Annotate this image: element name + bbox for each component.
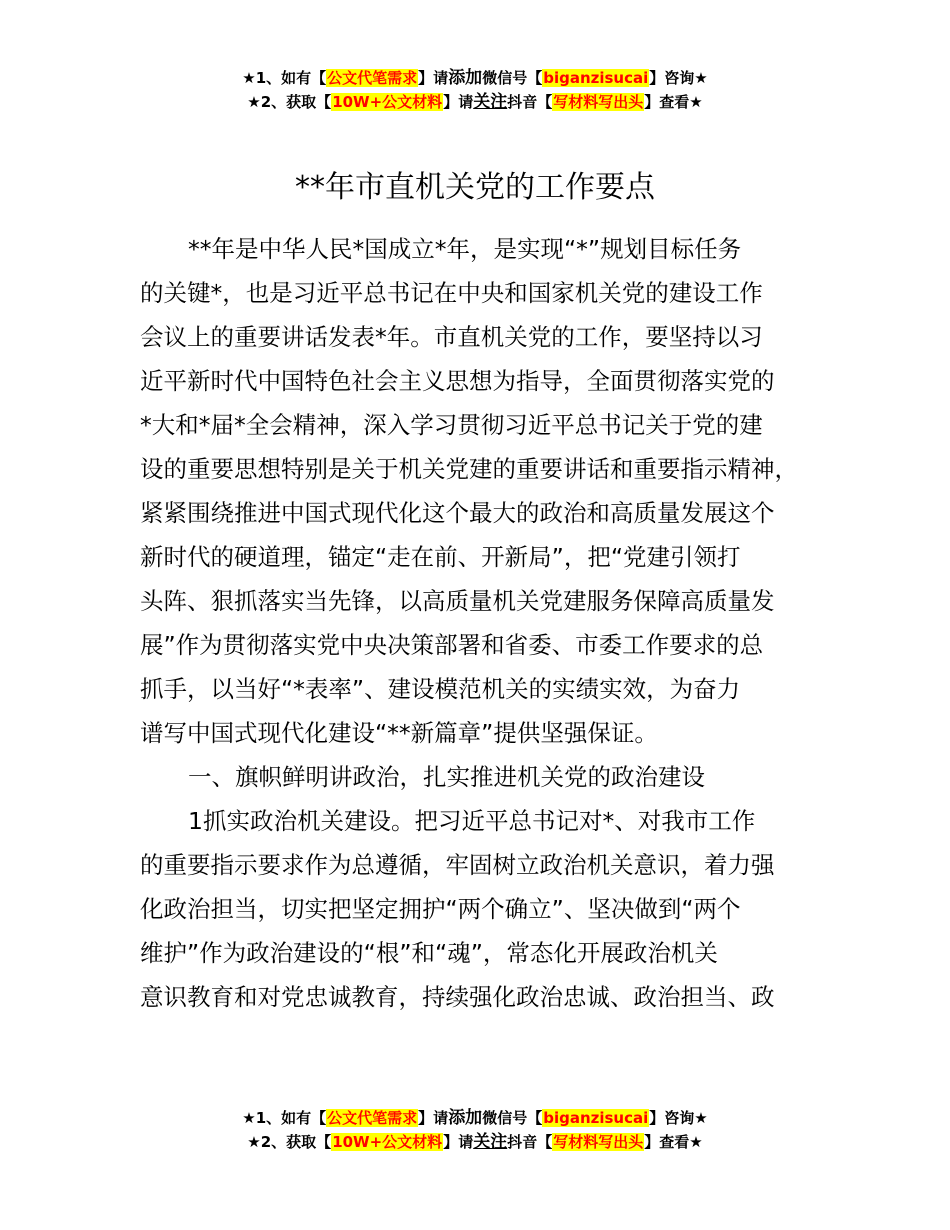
body-line: 谱写中国式现代化建设“**新篇章”提供坚强保证。 [140,719,658,747]
body-line: 化政治担当，切实把坚定拥护“两个确立”、坚决做到“两个 [140,895,741,923]
body-line: 近平新时代中国特色社会主义思想为指导，全面贯彻落实党的 [140,367,775,395]
body-line: 意识教育和对党忠诚教育，持续强化政治忠诚、政治担当、政 [140,983,775,1011]
body-line: 头阵、狠抓落实当先锋，以高质量机关党建服务保障高质量发 [140,587,775,615]
highlight-douyin-account: 写材料写出头 [553,1133,644,1151]
body-line: 新时代的硬道理，锚定“走在前、开新局”，把“党建引领打 [140,543,741,571]
banner-line-2: ★2、获取【10W+公文材料】请关注抖音【写材料写出头】查看★ [247,1132,703,1152]
body-line: 的重要指示要求作为总遵循，牢固树立政治机关意识，着力强 [140,851,775,879]
footer-banner [0,1106,950,1154]
document-title: **年市直机关党的工作要点 [295,170,655,205]
highlight-materials: 10W+公文材料 [332,93,443,111]
highlight-wechat-id: biganzisucai [543,1109,649,1127]
body-line: *大和*届*全会精神，深入学习贯彻习近平总书记关于党的建 [140,411,763,439]
highlight-materials: 10W+公文材料 [332,1133,443,1151]
banner-line-2: ★2、获取【10W+公文材料】请关注抖音【写材料写出头】查看★ [247,92,703,112]
body-line: **年是中华人民*国成立*年，是实现“*”规划目标任务 [188,235,742,263]
highlight-douyin-account: 写材料写出头 [553,93,644,111]
section-heading: 一、旗帜鲜明讲政治，扎实推进机关党的政治建设 [188,763,705,791]
body-line: 抓手，以当好“*表率”、建设模范机关的实绩实效，为奋力 [140,675,741,703]
banner-line-1: ★1、如有【公文代笔需求】请添加微信号【biganzisucai】咨询★ [242,1108,708,1128]
banner-line-1: ★1、如有【公文代笔需求】请添加微信号【biganzisucai】咨询★ [242,68,708,88]
header-banner [0,66,950,114]
highlight-service: 公文代笔需求 [327,69,418,87]
body-line: 的关键*，也是习近平总书记在中央和国家机关党的建设工作 [140,279,763,307]
body-line: 1抓实政治机关建设。把习近平总书记对*、对我市工作 [188,807,756,835]
body-line: 展”作为贯彻落实党中央决策部署和省委、市委工作要求的总 [140,631,764,659]
body-line: 维护”作为政治建设的“根”和“魂”，常态化开展政治机关 [140,939,718,967]
document-body [140,227,840,1019]
highlight-wechat-id: biganzisucai [543,69,649,87]
highlight-service: 公文代笔需求 [327,1109,418,1127]
body-line: 会议上的重要讲话发表*年。市直机关党的工作，要坚持以习 [140,323,763,351]
body-line: 设的重要思想特别是关于机关党建的重要讲话和重要指示精神， [140,455,798,483]
body-line: 紧紧围绕推进中国式现代化这个最大的政治和高质量发展这个 [140,499,775,527]
